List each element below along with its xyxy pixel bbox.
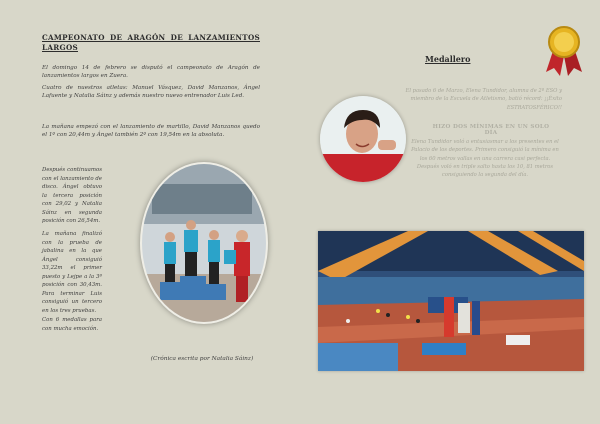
article-paragraph-intro: El domingo 14 de febrero se disputó el campeonato de Aragón de lanzamientos largos en Zuera. bbox=[42, 65, 260, 80]
right-page bbox=[300, 0, 600, 424]
highlight-heading: HIZO DOS MÍNIMAS EN UN SOLO DÍA bbox=[432, 124, 550, 136]
article-paragraph-athletes: Cuatro de nuestros atletas: Manuel Vásquez, David Manzanos, Ángel Lafuente y Natalia Sáinz y además nuestro nuevo entrenador Luis Led. bbox=[42, 85, 260, 100]
article-credit: (Crónica escrita por Natalia Sáinz) bbox=[150, 356, 254, 362]
intro-paragraph: El pasado 6 de Marzo, Elena Tundidor, alumna de 2º ESO y miembro de la Escuela de Atletismo, batió récord: ¡¡Éxito ESTRATOSFÉRICO!! bbox=[405, 88, 562, 111]
podium-photo bbox=[140, 162, 268, 324]
article-title: CAMPEONATO DE ARAGÓN DE LANZAMIENTOS LARGOS bbox=[42, 33, 260, 52]
body-paragraph: Elena Tundidor voló a entusiasmar a los presentes en el Palacio de los deportes. Primero consiguió la mínima en los 60 metros vallas en una carrera casi perfecta. Después voló en triple salto hasta los 10, 81 metros consiguiendo la segunda del día. bbox=[411, 139, 559, 179]
article-paragraph-discus: Después continuamos con el lanzamiento de disco. Ángel obtuvo la tercera posición con 29,02 y Natalia Sáinz en segunda posición con 26,54m. bbox=[42, 167, 102, 224]
indoor-stadium-photo bbox=[318, 231, 584, 371]
section-title: Medallero bbox=[425, 54, 471, 64]
article-paragraph-hammer: La mañana empezó con el lanzamiento de martillo, David Manzanos quedo el 1º con 20,44m y Ángel también 2º con 19,54m en la absoluta. bbox=[42, 124, 260, 139]
article-paragraph-javelin: La mañana finalizó con la prueba de jabalina en la que Ángel consiguió 33,22m el primer puesto y Lejpe a la 3ª posición con 30,43m. Para terminar Luis consiguió un tercero en los tres pruebas. bbox=[42, 231, 102, 314]
gold-medal-icon bbox=[544, 26, 584, 82]
article-paragraph-closing: Con 6 medallas para con mucha emoción. bbox=[42, 317, 102, 332]
